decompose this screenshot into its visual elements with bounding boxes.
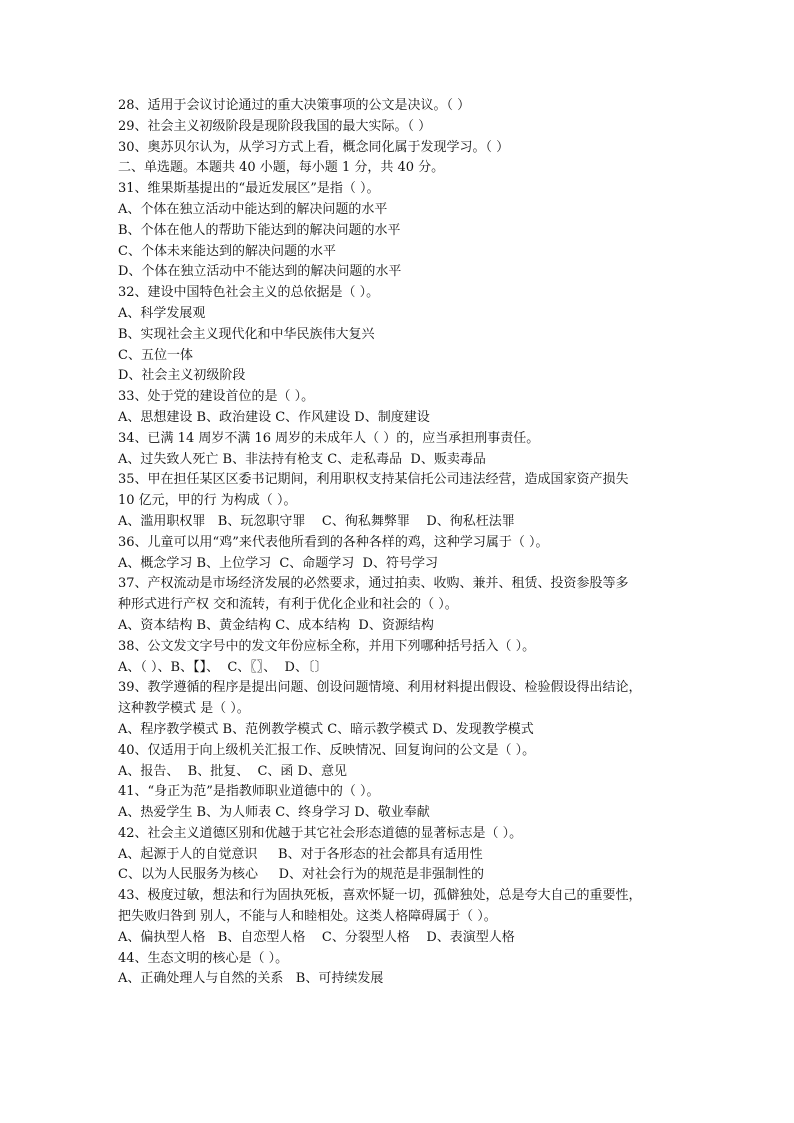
question-35-line-2: 10 亿元，甲的行 为构成（ ）。 [118,493,297,509]
question-41: 41、“身正为范”是指教师职业道德中的（ ）。 [118,784,380,800]
option-31-b: B、个体在他人的帮助下能达到的解决问题的水平 [118,222,401,238]
option-32-b: B、实现社会主义现代化和中华民族伟大复兴 [118,326,375,342]
option-31-a: A、个体在独立活动中能达到的解决问题的水平 [118,201,388,217]
question-31: 31、维果斯基提出的“最近发展区”是指（ ）。 [118,181,380,197]
options-39: A、程序教学模式 B、范例教学模式 C、暗示教学模式 D、发现教学模式 [118,721,534,737]
option-31-c: C、个体未来能达到的解决问题的水平 [118,243,336,259]
option-31-d: D、个体在独立活动中不能达到的解决问题的水平 [118,264,402,280]
option-32-a: A、科学发展观 [118,305,206,321]
options-34: A、过失致人死亡 B、非法持有枪支 C、走私毒品 D、贩卖毒品 [118,451,486,467]
text-line-judgement-28: 28、适用于会议讨论通过的重大决策事项的公文是决议。（ ） [118,98,471,113]
options-37: A、资本结构 B、黄金结构 C、成本结构 D、资源结构 [118,617,434,633]
option-32-d: D、社会主义初级阶段 [118,368,246,384]
text-line-judgement-29: 29、社会主义初级阶段是现阶段我国的最大实际。（ ） [118,118,432,134]
options-42-ab: A、起源于人的自觉意识 B、对于各形态的社会都具有适用性 [118,846,483,862]
options-35: A、滥用职权罪 B、玩忽职守罪 C、徇私舞弊罪 D、徇私枉法罪 [118,513,515,529]
question-32: 32、建设中国特色社会主义的总依据是（ ）。 [118,285,380,301]
question-42: 42、社会主义道德区别和优越于其它社会形态道德的显著标志是（ ）。 [118,825,523,841]
question-39-line-1: 39、教学遵循的程序是提出问题、创设问题情境、利用材料提出假设、检验假设得出结论， [118,680,642,696]
question-37-line-1: 37、产权流动是市场经济发展的必然要求，通过拍卖、收购、兼并、租赁、投资参股等多 [118,576,629,592]
options-38: A、（ ）、B、【】、 C、〖〗、 D、〔〕 [118,659,328,675]
question-43-line-1: 43、极度过敏，想法和行为固执死板，喜欢怀疑一切，孤僻独处，总是夸大自己的重要性， [118,888,642,904]
options-33: A、思想建设 B、政治建设 C、作风建设 D、制度建设 [118,409,430,425]
question-36: 36、儿童可以用“鸡”来代表他所看到的各种各样的鸡，这种学习属于（ ）。 [118,534,549,550]
document-page [118,96,678,990]
question-35-line-1: 35、甲在担任某区区委书记期间，利用职权支持某信托公司违法经营，造成国家资产损失 [118,472,629,488]
question-33: 33、处于党的建设首位的是（ ）。 [118,389,315,405]
options-41: A、热爱学生 B、为人师表 C、终身学习 D、敬业奉献 [118,805,430,821]
options-40: A、报告、 B、批复、 C、函 D、意见 [118,763,347,779]
question-38: 38、公文发文字号中的发文年份应标全称，并用下列哪种括号括入（ ）。 [118,638,536,654]
question-34: 34、已满 14 周岁不满 16 周岁的未成年人（ ）的，应当承担刑事责任。 [118,430,540,446]
question-39-line-2: 这种教学模式 是（ ）。 [118,701,250,717]
question-44: 44、生态文明的核心是（ ）。 [118,950,289,966]
question-37-line-2: 种形式进行产权 交和流转，有利于优化企业和社会的（ ）。 [118,597,458,613]
options-36: A、概念学习 B、上位学习 C、命题学习 D、符号学习 [118,555,438,571]
options-44-ab: A、正确处理人与自然的关系 B、可持续发展 [118,971,384,987]
question-40: 40、仅适用于向上级机关汇报工作、反映情况、回复询问的公文是（ ）。 [118,742,536,758]
section-heading-single-choice: 二、单选题。本题共 40 小题，每小题 1 分，共 40 分。 [118,160,445,176]
options-43: A、偏执型人格 B、自恋型人格 C、分裂型人格 D、表演型人格 [118,929,515,945]
option-32-c: C、五位一体 [118,347,193,363]
text-line-judgement-30: 30、奥苏贝尔认为，从学习方式上看，概念同化属于发现学习。（ ） [118,139,510,155]
question-43-line-2: 把失败归咎到 别人，不能与人和睦相处。这类人格障碍属于（ ）。 [118,909,497,925]
options-42-cd: C、以为人民服务为核心 D、对社会行为的规范是非强制性的 [118,867,485,883]
